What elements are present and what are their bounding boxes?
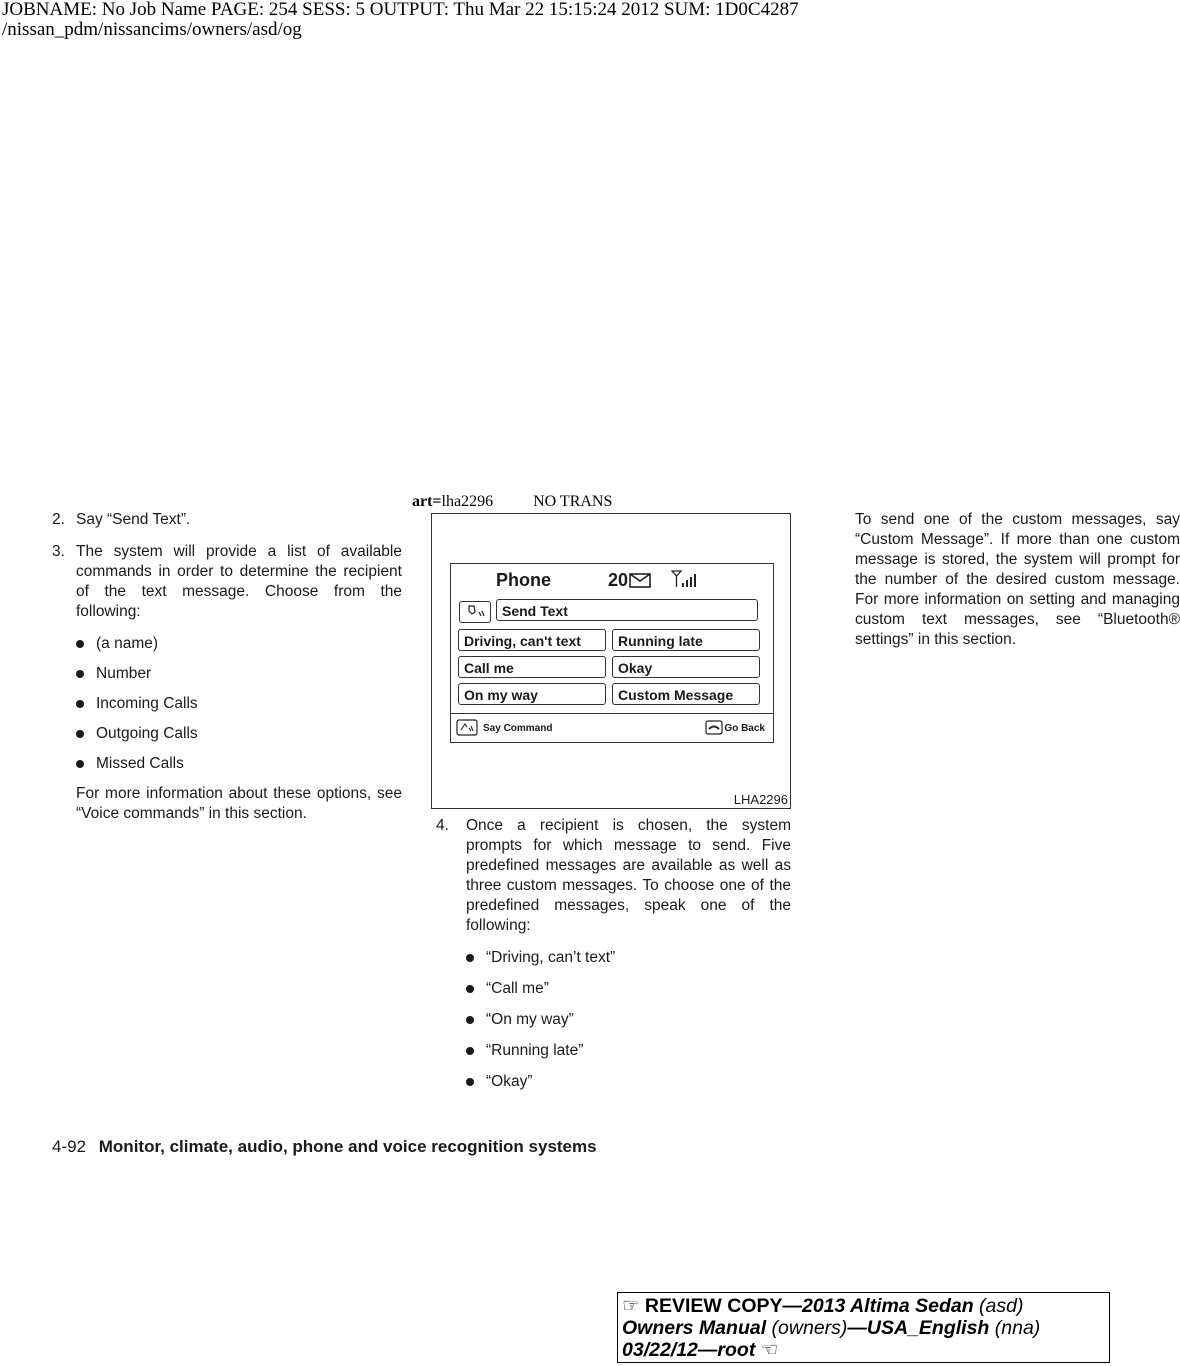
- phone-screen: [450, 563, 774, 743]
- custom-message-paragraph: To send one of the custom messages, say “Custom Message”. If more than one custom message is stored, the system will prompt for the number of the desired custom message. For more information on setting and managing custom text messages, see “Bluetooth® settings” in this section.: [855, 511, 1180, 648]
- review-line-2: [622, 1317, 1105, 1339]
- list-item: [52, 664, 402, 684]
- step-4: [436, 816, 791, 936]
- bullet-icon: [466, 1016, 474, 1024]
- list-item: [436, 948, 791, 968]
- bullet-icon: [466, 1047, 474, 1055]
- okay-button[interactable]: Okay: [612, 656, 760, 678]
- bullet-icon: [466, 954, 474, 962]
- list-item: [436, 979, 791, 999]
- list-item: [436, 1010, 791, 1030]
- review-doc-type: Owners Manual: [622, 1317, 767, 1339]
- job-header-line-1: JOBNAME: No Job Name PAGE: 254 SESS: 5 OUTPUT: Thu Mar 22 15:15:24 2012 SUM: 1D0C4287: [2, 0, 799, 20]
- list-item-text: Incoming Calls: [96, 695, 198, 712]
- envelope-icon: [629, 573, 651, 588]
- driving-cant-text-button[interactable]: Driving, can't text: [458, 629, 606, 651]
- list-item-text: “Running late”: [486, 1042, 584, 1059]
- bullet-icon: [466, 985, 474, 993]
- list-item: [52, 634, 402, 654]
- review-language-code: (nna): [994, 1317, 1041, 1339]
- voice-recognition-button[interactable]: [459, 601, 491, 623]
- more-info-paragraph: For more information about these options, see “Voice commands” in this section.: [76, 785, 402, 822]
- step-text: The system will provide a list of available commands in order to determine the recipient of the text message. Choose from the following:: [76, 543, 402, 620]
- call-me-button[interactable]: Call me: [458, 656, 606, 678]
- step-text: Once a recipient is chosen, the system prompts for which message to send. Five predefined messages are available as well as three custom messages. To choose one of the predefined messages, speak one of the following:: [466, 817, 791, 934]
- bullet-icon: [76, 670, 84, 678]
- send-text-header-button[interactable]: Send Text: [496, 599, 758, 621]
- bullet-icon: [466, 1078, 474, 1086]
- job-header: [2, 0, 799, 40]
- list-item-text: Missed Calls: [96, 755, 184, 772]
- section-title: Monitor, climate, audio, phone and voice recognition systems: [98, 1137, 597, 1156]
- bullet-icon: [76, 760, 84, 768]
- review-line-3: [622, 1339, 1105, 1361]
- review-date: 03/22/12—root: [622, 1339, 756, 1361]
- review-label: REVIEW COPY—: [644, 1295, 803, 1317]
- page-number: 4-92: [52, 1137, 87, 1156]
- list-item: [52, 754, 402, 774]
- list-item-text: “On my way”: [486, 1011, 574, 1028]
- step-number: 3.: [52, 543, 65, 560]
- screen-title: Phone: [496, 570, 552, 590]
- custom-message-button[interactable]: Custom Message: [612, 683, 760, 705]
- step-text: Say “Send Text”.: [76, 511, 191, 528]
- on-my-way-button[interactable]: On my way: [458, 683, 606, 705]
- bullet-icon: [76, 730, 84, 738]
- review-model: 2013 Altima Sedan: [802, 1295, 974, 1317]
- running-late-button[interactable]: Running late: [612, 629, 760, 651]
- middle-column: [436, 816, 791, 1092]
- list-item-text: Outgoing Calls: [96, 725, 198, 742]
- list-item-text: “Call me”: [486, 980, 549, 997]
- art-label: [412, 493, 612, 511]
- review-language: —USA_English: [847, 1317, 990, 1339]
- review-copy-box: [617, 1292, 1110, 1363]
- list-item-text: “Okay”: [486, 1073, 533, 1090]
- list-item: [436, 1072, 791, 1092]
- right-column: [855, 510, 1180, 650]
- review-doc-code: (owners): [771, 1317, 848, 1339]
- review-line-1: [622, 1295, 1105, 1317]
- review-model-code: (asd): [979, 1295, 1024, 1317]
- list-item: [52, 724, 402, 744]
- say-command-label[interactable]: Say Command: [483, 723, 553, 734]
- phone-hangup-icon: [705, 720, 723, 735]
- job-header-line-2: /nissan_pdm/nissancims/owners/asd/og: [2, 19, 302, 40]
- phone-screen-figure: [431, 513, 791, 809]
- talk-switch-icon: [456, 719, 478, 736]
- signal-strength-icon: [671, 570, 699, 588]
- step-number: 4.: [436, 817, 449, 834]
- art-label-id: lha2296: [441, 493, 494, 510]
- pointing-hand-right-icon: ☞: [622, 1295, 640, 1317]
- art-label-prefix: art=: [412, 493, 442, 510]
- bullet-icon: [76, 700, 84, 708]
- voice-recognition-icon: [460, 602, 489, 621]
- pointing-hand-left-icon: ☜: [760, 1339, 779, 1361]
- step-number: 2.: [52, 511, 65, 528]
- screen-bottom-bar: [451, 713, 773, 743]
- figure-code: LHA2296: [733, 792, 788, 807]
- bullet-icon: [76, 640, 84, 648]
- left-column: [52, 510, 402, 824]
- page-footer: [52, 1137, 597, 1157]
- list-item-text: Number: [96, 665, 152, 682]
- step-3: [52, 542, 402, 622]
- message-count: 20: [608, 570, 629, 590]
- list-item: [436, 1041, 791, 1061]
- list-item: [52, 694, 402, 714]
- go-back-label[interactable]: Go Back: [724, 723, 765, 734]
- list-item-text: (a name): [96, 635, 159, 652]
- step-2: [52, 510, 402, 530]
- art-label-note: NO TRANS: [533, 493, 613, 510]
- list-item-text: “Driving, can’t text”: [486, 949, 616, 966]
